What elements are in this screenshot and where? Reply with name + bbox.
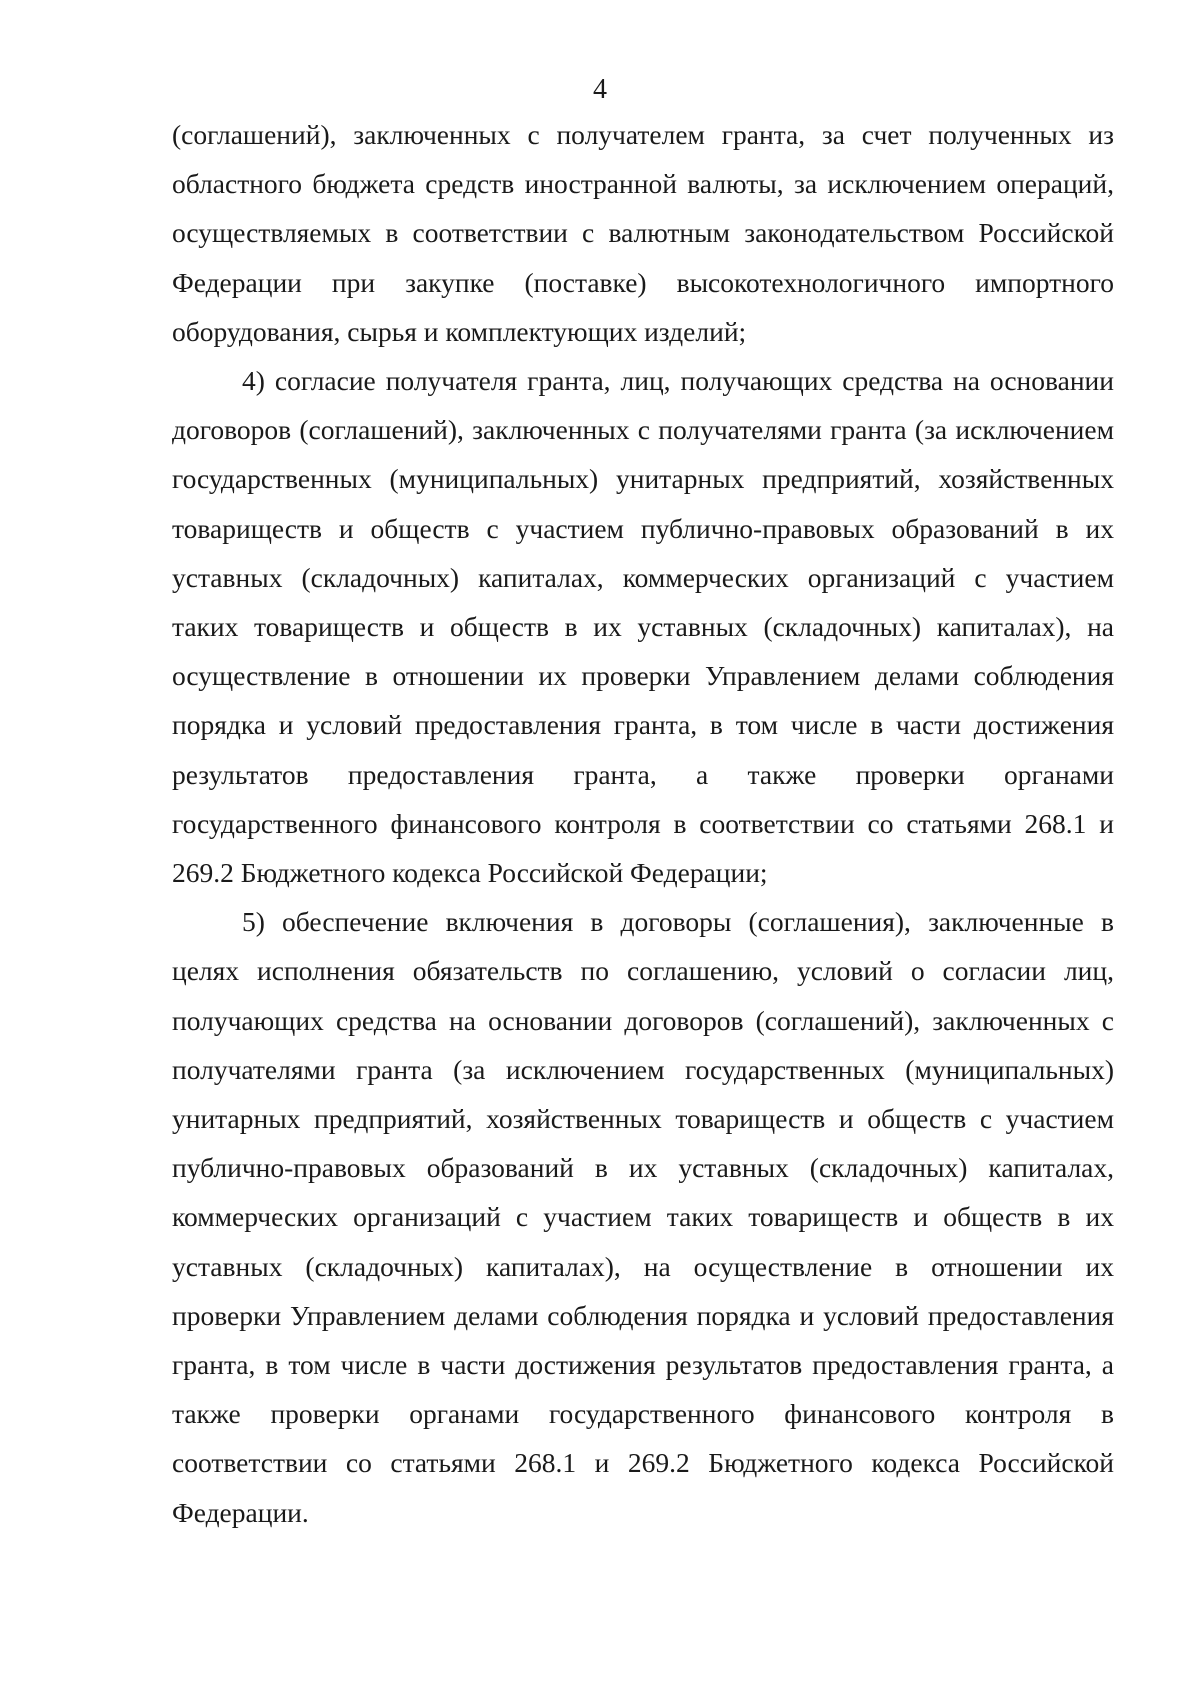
paragraph-item-4: 4) согласие получателя гранта, лиц, получающих средства на основании договоров (соглашений), заключенных с получателями гранта (за исключением государственных (муниципальных) унитарных предприятий, хозяйственных товариществ и обществ с участием публично-правовых образований в их уставных (складочных) капиталах, коммерческих организаций с участием таких товариществ и обществ в их уставных (складочных) капиталах), на осуществление в отношении их проверки Управлением делами соблюдения порядка и условий предоставления гранта, в том числе в части достижения результатов предоставления гранта, а также проверки органами государственного финансового контроля в соответствии со статьями 268.1 и 269.2 Бюджетного кодекса Российской Федерации; (172, 365, 1114, 889)
paragraph-item-5: 5) обеспечение включения в договоры (соглашения), заключенные в целях исполнения обязательств по соглашению, условий о согласии лиц, получающих средства на основании договоров (соглашений), заключенных с получателями гранта (за исключением государственных (муниципальных) унитарных предприятий, хозяйственных товариществ и обществ с участием публично-правовых образований в их уставных (складочных) капиталах, коммерческих организаций с участием таких товариществ и обществ в их уставных (складочных) капиталах), на осуществление в отношении их проверки Управлением делами соблюдения порядка и условий предоставления гранта, в том числе в части достижения результатов предоставления гранта, а также проверки органами государственного финансового контроля в соответствии со статьями 268.1 и 269.2 Бюджетного кодекса Российской Федерации. (172, 906, 1114, 1528)
document-body (172, 110, 1114, 1537)
page-number: 4 (593, 74, 607, 105)
paragraph-continuation: (соглашений), заключенных с получателем гранта, за счет полученных из областного бюджета средств иностранной валюты, за исключением операций, осуществляемых в соответствии с валютным законодательством Российской Федерации при закупке (поставке) высокотехнологичного импортного оборудования, сырья и комплектующих изделий; (172, 119, 1114, 347)
